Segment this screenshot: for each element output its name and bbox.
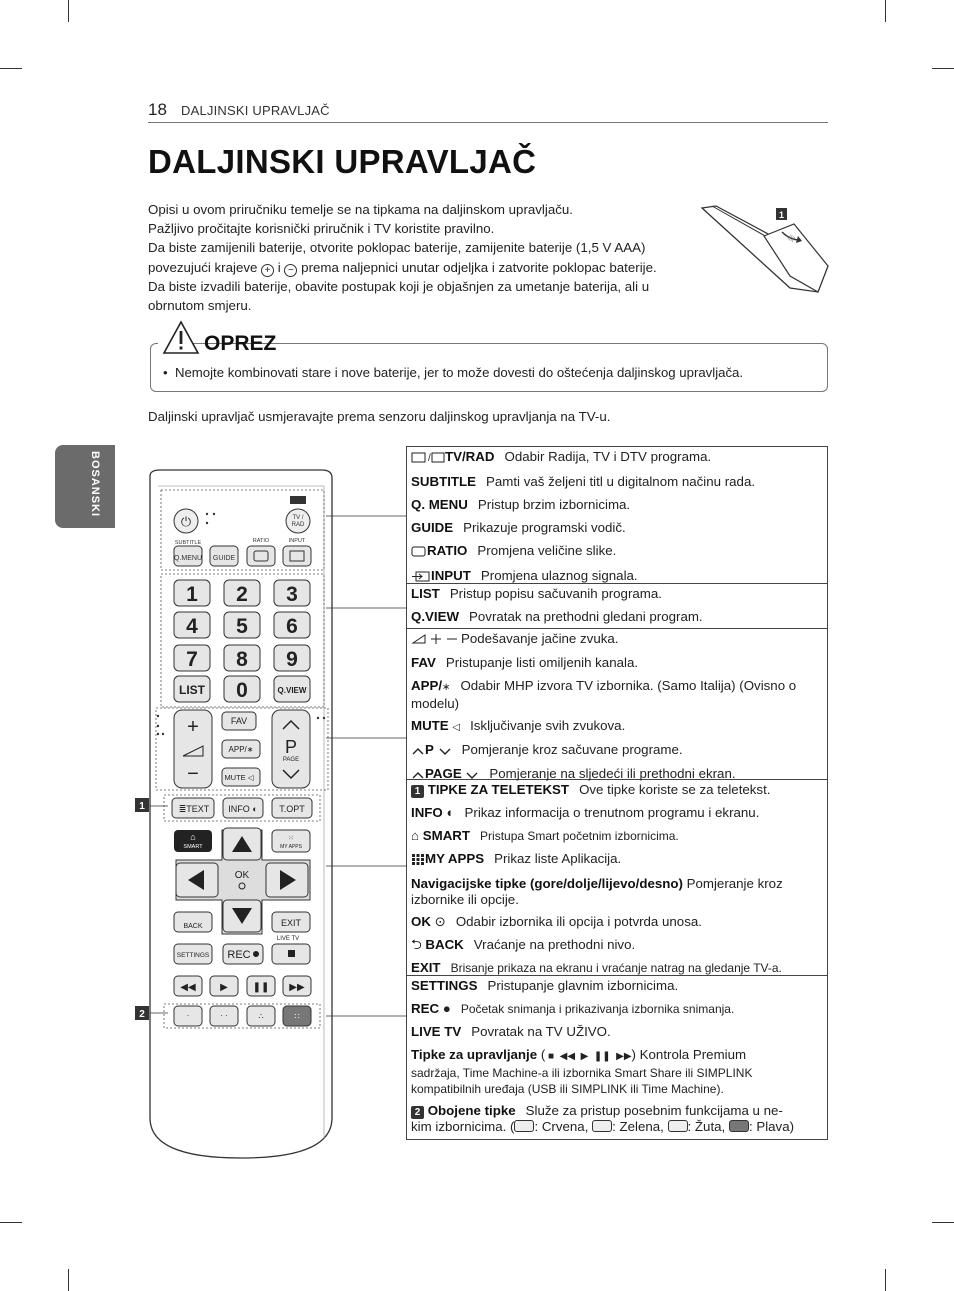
table-desc: Brisanje prikaza na ekranu i vraćanje natrag na gledanje TV-a. — [450, 961, 782, 975]
table-desc: Prikaz liste Aplikacija. — [494, 851, 622, 866]
blue-key-icon — [729, 1120, 749, 1132]
callout-1-badge: 1 — [411, 785, 424, 798]
svg-text:·: · — [186, 1011, 190, 1020]
table-row — [407, 631, 827, 649]
digit-4: 4 — [186, 615, 198, 638]
livetv-label: LIVE TV — [276, 936, 300, 942]
table-row — [407, 586, 827, 602]
caution-title: OPREZ — [204, 332, 277, 355]
digit-1: 1 — [186, 583, 198, 606]
intro-line — [148, 258, 708, 277]
tv-rad-button: TV / — [292, 515, 304, 521]
green-key-icon — [592, 1120, 612, 1132]
callout-1-label: 1 — [139, 801, 145, 812]
table-key: FAV — [411, 655, 436, 670]
back-button: BACK — [183, 923, 203, 930]
table-section — [407, 584, 827, 629]
table-desc: Pristupa Smart početnim izbornicima. — [480, 829, 679, 843]
table-desc: izbornike ili opcije. — [411, 892, 519, 907]
table-desc: kompatibilnih uređaja (USB ili SIMPLINK ili Time Machine). — [411, 1082, 724, 1096]
table-row — [407, 1119, 827, 1135]
table-row — [407, 892, 827, 908]
table-key: Navigacijske tipke (gore/dolje/lijevo/desno) — [411, 876, 683, 891]
table-desc: Promjena veličine slike. — [477, 543, 617, 558]
red-key-icon — [514, 1120, 534, 1132]
table-key: RATIO — [427, 543, 468, 558]
table-row — [407, 1081, 827, 1097]
table-row — [407, 851, 827, 869]
app-button: APP/∗ — [228, 745, 254, 754]
table-key: APP/ — [411, 678, 443, 693]
chevron-down-icon — [438, 744, 452, 760]
table-desc: : Zelena, — [612, 1119, 664, 1134]
power-icon: ⏻ — [180, 514, 192, 529]
intro-line: Opisi u ovom priručniku temelje se na tipkama na daljinskom upravljaču. — [148, 202, 573, 217]
digit-8: 8 — [236, 648, 248, 671]
volume-icon — [411, 633, 461, 649]
table-key: REC — [411, 1001, 440, 1016]
minus-terminal-icon: − — [284, 264, 297, 277]
table-desc: Pomjeranje kroz — [686, 876, 783, 891]
callout-2-label: 2 — [139, 1009, 145, 1020]
crop-mark — [885, 0, 886, 22]
table-row — [407, 960, 827, 976]
table-key: SUBTITLE — [411, 474, 477, 489]
table-section — [407, 976, 827, 1138]
program-p-label: P — [284, 737, 298, 757]
caution-bullet: Nemojte kombinovati stare i nove baterije, jer to može dovesti do oštećenja daljinskog upravljača. — [174, 365, 744, 380]
table-key: Obojene tipke — [427, 1103, 516, 1118]
table-row — [407, 1024, 827, 1040]
yellow-key-icon — [668, 1120, 688, 1132]
table-row — [407, 655, 827, 671]
table-row — [407, 449, 827, 467]
smart-button: SMART — [183, 844, 203, 850]
chevron-up-icon — [411, 744, 425, 760]
intro-fragment: povezujući krajeve — [148, 259, 258, 275]
table-desc: Isključivanje svih zvukova. — [470, 718, 626, 733]
table-desc: Podešavanje jačine zvuka. — [461, 631, 619, 646]
digit-5: 5 — [236, 615, 248, 638]
intro-line: Da biste izvadili baterije, obavite postupak koji je objašnjen za umetanje baterija, ali u — [148, 278, 650, 294]
fav-button: FAV — [230, 716, 248, 726]
mute-button: MUTE ◁ — [224, 773, 254, 782]
ok-button: OK — [234, 870, 250, 881]
digit-2: 2 — [236, 583, 248, 606]
table-key: INPUT — [431, 568, 471, 583]
table-desc: Služe za pristup posebnim funkcijama u ne- — [525, 1103, 783, 1118]
volume-down-icon: − — [187, 763, 199, 785]
table-desc: Odabir Radija, TV i DTV programa. — [504, 449, 712, 464]
table-row — [407, 805, 827, 821]
table-desc: Pristup brzim izbornicima. — [477, 497, 631, 512]
table-key: Q.VIEW — [411, 609, 460, 624]
myapps-button: MY APPS — [280, 844, 302, 850]
asterisk-icon: ∗ — [442, 682, 451, 693]
ratio-icon — [411, 545, 427, 561]
table-row — [407, 497, 827, 513]
svg-text:⌂: ⌂ — [190, 832, 196, 842]
page-title: DALJINSKI UPRAVLJAČ — [148, 143, 537, 180]
table-row — [407, 520, 827, 536]
table-desc: sadržaja, Time Machine-a ili izbornika Smart Share ili SIMPLINK — [411, 1066, 753, 1080]
remote-control-illustration — [130, 468, 410, 1168]
language-label: BOSANSKI — [89, 451, 101, 518]
table-desc: ) Kontrola Premium — [631, 1047, 747, 1062]
table-desc: kim izbornicima. ( — [411, 1119, 515, 1134]
input-label: INPUT — [288, 538, 306, 544]
digit-3: 3 — [286, 583, 298, 606]
table-section — [407, 447, 827, 584]
table-desc: Promjena ulaznog signala. — [480, 568, 638, 583]
caution-text: • Nemojte kombinovati stare i nove baterije, jer to može dovesti do oštećenja daljinskog upravljača. — [163, 365, 744, 380]
running-header: DALJINSKI UPRAVLJAČ — [181, 103, 330, 118]
table-key: LIVE TV — [411, 1024, 462, 1039]
table-key: Q. MENU — [411, 497, 468, 512]
table-row — [407, 876, 827, 892]
digit-6: 6 — [286, 615, 298, 638]
intro-line: Da biste zamijenili baterije, otvorite poklopac baterije, zamijenite baterije (1,5 V AAA) — [148, 240, 646, 256]
intro-paragraph — [148, 200, 708, 315]
table-key: OK — [411, 914, 431, 929]
table-row — [407, 609, 827, 625]
svg-text:PAGE: PAGE — [282, 757, 300, 763]
table-desc: : Žuta, — [687, 1119, 726, 1134]
crop-mark — [932, 1222, 954, 1223]
intro-fragment: prema naljepnici unutar odjeljka i zatvorite poklopac baterije. — [301, 259, 657, 275]
topt-button: T.OPT — [279, 804, 305, 814]
table-row — [407, 543, 827, 561]
info-icon: ◐ — [446, 805, 455, 820]
battery-cover-illustration — [694, 196, 834, 296]
table-desc: Prikaz informacija o trenutnom programu i ekranu. — [464, 805, 760, 820]
home-icon: ⌂ — [411, 828, 420, 843]
info-button: INFO ◐ — [228, 804, 258, 814]
table-row — [407, 1001, 827, 1017]
table-row — [407, 718, 827, 736]
exit-button: EXIT — [280, 918, 302, 928]
table-desc: Prikazuje programski vodič. — [463, 520, 626, 535]
table-desc: Vraćanje na prethodni nivo. — [473, 937, 636, 952]
ratio-label: RATIO — [252, 538, 270, 544]
table-desc: Povratak na TV UŽIVO. — [471, 1024, 611, 1039]
subtitle-label: SUBTITLE — [174, 540, 202, 546]
table-desc: Pamti vaš željeni titl u digitalnom načinu rada. — [486, 474, 756, 489]
ok-icon: ⊙ — [434, 914, 446, 929]
guide-text: Daljinski upravljač usmjeravajte prema senzoru daljinskog upravljanja na TV-u. — [148, 409, 611, 424]
crop-mark — [932, 68, 954, 69]
svg-text:· ·: · · — [220, 1011, 228, 1020]
table-key: MY APPS — [425, 851, 485, 866]
plus-terminal-icon: + — [261, 264, 274, 277]
crop-mark — [68, 0, 69, 22]
digit-0: 0 — [236, 679, 248, 702]
settings-button: SETTINGS — [176, 952, 210, 959]
table-desc: Ove tipke koriste se za teletekst. — [579, 782, 771, 797]
table-desc: Pomjeranje na sljedeći ili prethodni ekran. — [489, 766, 736, 781]
table-row — [407, 1103, 827, 1119]
table-key: PAGE — [425, 766, 462, 781]
qview-button: Q.VIEW — [277, 686, 307, 695]
text-button: ≣TEXT — [178, 804, 210, 814]
record-icon: ● — [442, 1001, 451, 1016]
volume-up-icon: + — [187, 716, 199, 738]
table-row — [407, 978, 827, 994]
table-desc: Pomjeranje kroz sačuvane programe. — [461, 742, 683, 757]
crop-mark — [0, 1222, 22, 1223]
callout-2-badge: 2 — [411, 1106, 424, 1119]
intro-line: Pažljivo pročitajte korisnički priručnik i TV koristite pravilno. — [148, 221, 495, 237]
svg-text:∷: ∷ — [294, 1012, 300, 1021]
table-key: TV/RAD — [445, 449, 495, 464]
table-key: MUTE — [411, 718, 449, 733]
table-row — [407, 1065, 827, 1081]
crop-mark — [0, 68, 22, 69]
svg-text:||||: |||| — [787, 234, 796, 243]
table-row — [407, 696, 827, 712]
table-desc: Početak snimanja i prikazivanja izbornika snimanja. — [460, 1002, 735, 1016]
table-key: EXIT — [411, 960, 441, 975]
table-desc: ( — [540, 1047, 546, 1062]
qmenu-button: Q.MENU — [174, 555, 202, 562]
digit-9: 9 — [286, 648, 298, 671]
table-key: SMART — [422, 828, 471, 843]
svg-text:/: / — [428, 453, 431, 463]
button-description-table — [406, 446, 828, 1140]
table-key: P — [425, 742, 434, 757]
guide-button: GUIDE — [212, 555, 236, 562]
table-key: BACK — [425, 937, 464, 952]
svg-text:⁙: ⁙ — [288, 835, 294, 842]
table-key: LIST — [411, 586, 440, 601]
table-row — [407, 828, 827, 844]
table-row — [407, 742, 827, 760]
crop-mark — [885, 1269, 886, 1291]
apps-grid-icon — [411, 853, 425, 869]
header-rule — [148, 122, 828, 123]
table-key: TIPKE ZA TELETEKST — [427, 782, 570, 797]
table-section — [407, 780, 827, 976]
svg-text:∴: ∴ — [258, 1012, 264, 1021]
table-desc: Pristup popisu sačuvanih programa. — [449, 586, 662, 601]
warning-icon — [162, 320, 200, 356]
table-desc: Pristupanje listi omiljenih kanala. — [445, 655, 639, 670]
back-icon: ⮌ — [411, 937, 422, 952]
digit-7: 7 — [186, 648, 198, 671]
table-row — [407, 678, 827, 696]
table-desc: : Crvena, — [534, 1119, 589, 1134]
caution-header — [158, 320, 277, 360]
page-number: 18 — [148, 100, 167, 119]
list-button: LIST — [179, 683, 205, 697]
rewind-icon: ◀◀ — [180, 982, 196, 993]
table-key: GUIDE — [411, 520, 454, 535]
table-desc: Povratak na prethodni gledani program. — [469, 609, 703, 624]
table-desc: modelu) — [411, 696, 460, 711]
table-row — [407, 474, 827, 490]
table-desc: Pristupanje glavnim izbornicima. — [487, 978, 679, 993]
fastforward-icon: ▶▶ — [289, 982, 305, 993]
table-key: SETTINGS — [411, 978, 478, 993]
pause-icon: ❚❚ — [252, 982, 270, 993]
play-icon: ▶ — [220, 982, 228, 993]
crop-mark — [68, 1269, 69, 1291]
rec-button: REC — [227, 949, 251, 961]
language-tab — [55, 445, 115, 528]
table-row — [407, 1047, 827, 1065]
table-desc: Odabir izbornika ili opcija i potvrda unosa. — [455, 914, 702, 929]
intro-line: obrnutom smjeru. — [148, 298, 252, 314]
table-row — [407, 937, 827, 953]
svg-text:RAD: RAD — [291, 522, 305, 528]
table-section — [407, 629, 827, 780]
mute-icon: ◁ — [452, 722, 461, 733]
table-key: INFO — [411, 805, 443, 820]
intro-fragment: i — [277, 259, 281, 275]
battery-callout-label: 1 — [778, 210, 785, 220]
playback-icons: ■ ◀◀ ▶ ❚❚ ▶▶ — [545, 1051, 632, 1062]
table-row — [407, 782, 827, 798]
table-key: Tipke za upravljanje — [411, 1047, 538, 1062]
table-desc: Odabir MHP izvora TV izbornika. (Samo Italija) (Ovisno o — [460, 678, 797, 693]
table-row — [407, 914, 827, 930]
tv-rad-icon — [411, 451, 445, 467]
table-desc: : Plava) — [748, 1119, 795, 1134]
